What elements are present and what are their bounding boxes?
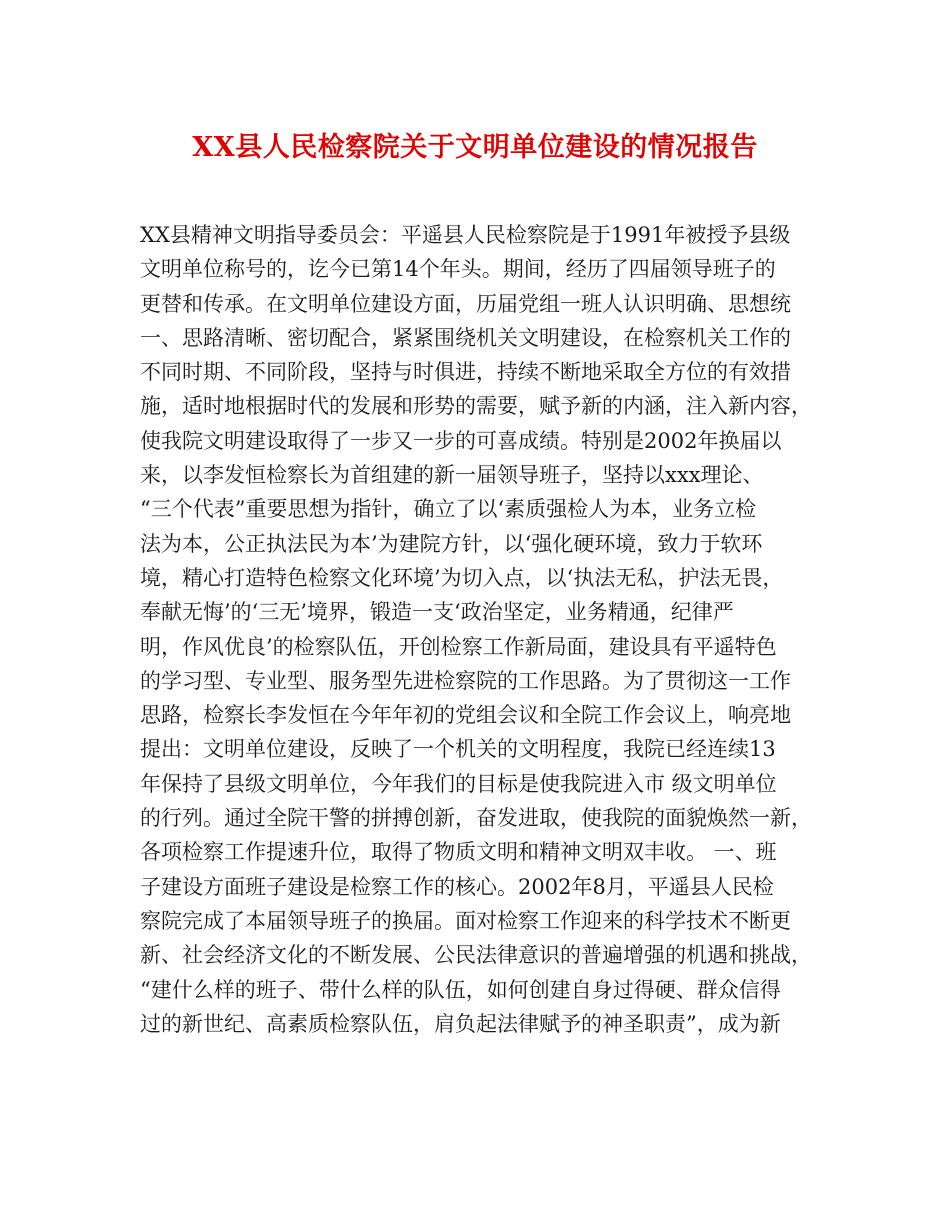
body-line: 思路，检察长李发恒在今年年初的党组会议和全院工作会议上，响亮地 xyxy=(140,703,791,728)
body-line: 不同时期、不同阶段，坚持与时俱进，持续不断地采取全方位的有效措 xyxy=(140,360,791,385)
body-line: 法为本，公正执法民为本’为建院方针，以‘强化硬环境，致力于软环 xyxy=(140,531,763,556)
body-line: 更替和传承。在文明单位建设方面，历届党组一班人认识明确、思想统 xyxy=(140,291,791,316)
body-line: 使我院文明建设取得了一步又一步的可喜成绩。特别是2002年换届以 xyxy=(140,428,782,453)
body-line: 的行列。通过全院干警的拼搏创新，奋发进取，使我院的面貌焕然一新， xyxy=(140,806,812,831)
body-line: 察院完成了本届领导班子的换届。面对检察工作迎来的科学技术不断更 xyxy=(140,908,791,933)
body-line: 过的新世纪、高素质检察队伍，肩负起法律赋予的神圣职责”，成为新 xyxy=(140,1011,781,1036)
body-line: 来，以李发恒检察长为首组建的新一届领导班子，坚持以xxx理论、 xyxy=(140,463,764,488)
body-line: “三个代表”重要思想为指针，确立了以‘素质强检人为本，业务立检 xyxy=(140,497,757,522)
body-line: 文明单位称号的，讫今已第14个年头。期间，经历了四届领导班子的 xyxy=(140,257,776,282)
body-line: XX县精神文明指导委员会：平遥县人民检察院是于1991年被授予县级 xyxy=(140,223,791,247)
document-body xyxy=(140,218,820,1041)
body-line: 各项检察工作提速升位，取得了物质文明和精神文明双丰收。 一、班 xyxy=(140,840,777,865)
body-line: 施，适时地根据时代的发展和形势的需要，赋予新的内涵，注入新内容， xyxy=(140,394,812,419)
body-line: 提出：文明单位建设，反映了一个机关的文明程度，我院已经连续13 xyxy=(140,737,776,762)
body-line: 一、思路清晰、密切配合，紧紧围绕机关文明建设，在检察机关工作的 xyxy=(140,325,791,350)
body-line: 子建设方面班子建设是检察工作的核心。2002年8月，平遥县人民检 xyxy=(140,874,774,899)
body-line: 境，精心打造特色检察文化环境’为切入点，以‘执法无私，护法无畏， xyxy=(140,565,784,590)
body-line: 的学习型、专业型、服务型先进检察院的工作思路。为了贯彻这一工作 xyxy=(140,668,791,693)
body-line: 新、社会经济文化的不断发展、公民法律意识的普遍增强的机遇和挑战， xyxy=(140,943,812,968)
body-line: 明，作风优良’的检察队伍，开创检察工作新局面，建设具有平遥特色 xyxy=(140,634,777,659)
document-title: XX县人民检察院关于文明单位建设的情况报告 xyxy=(192,132,758,163)
body-line: 年保持了县级文明单位，今年我们的目标是使我院进入市 级文明单位 xyxy=(140,771,777,796)
body-line: “建什么样的班子、带什么样的队伍，如何创建自身过得硬、群众信得 xyxy=(140,977,781,1002)
body-line: 奉献无悔’的‘三无’境界，锻造一支‘政治坚定，业务精通，纪律严 xyxy=(140,600,734,625)
